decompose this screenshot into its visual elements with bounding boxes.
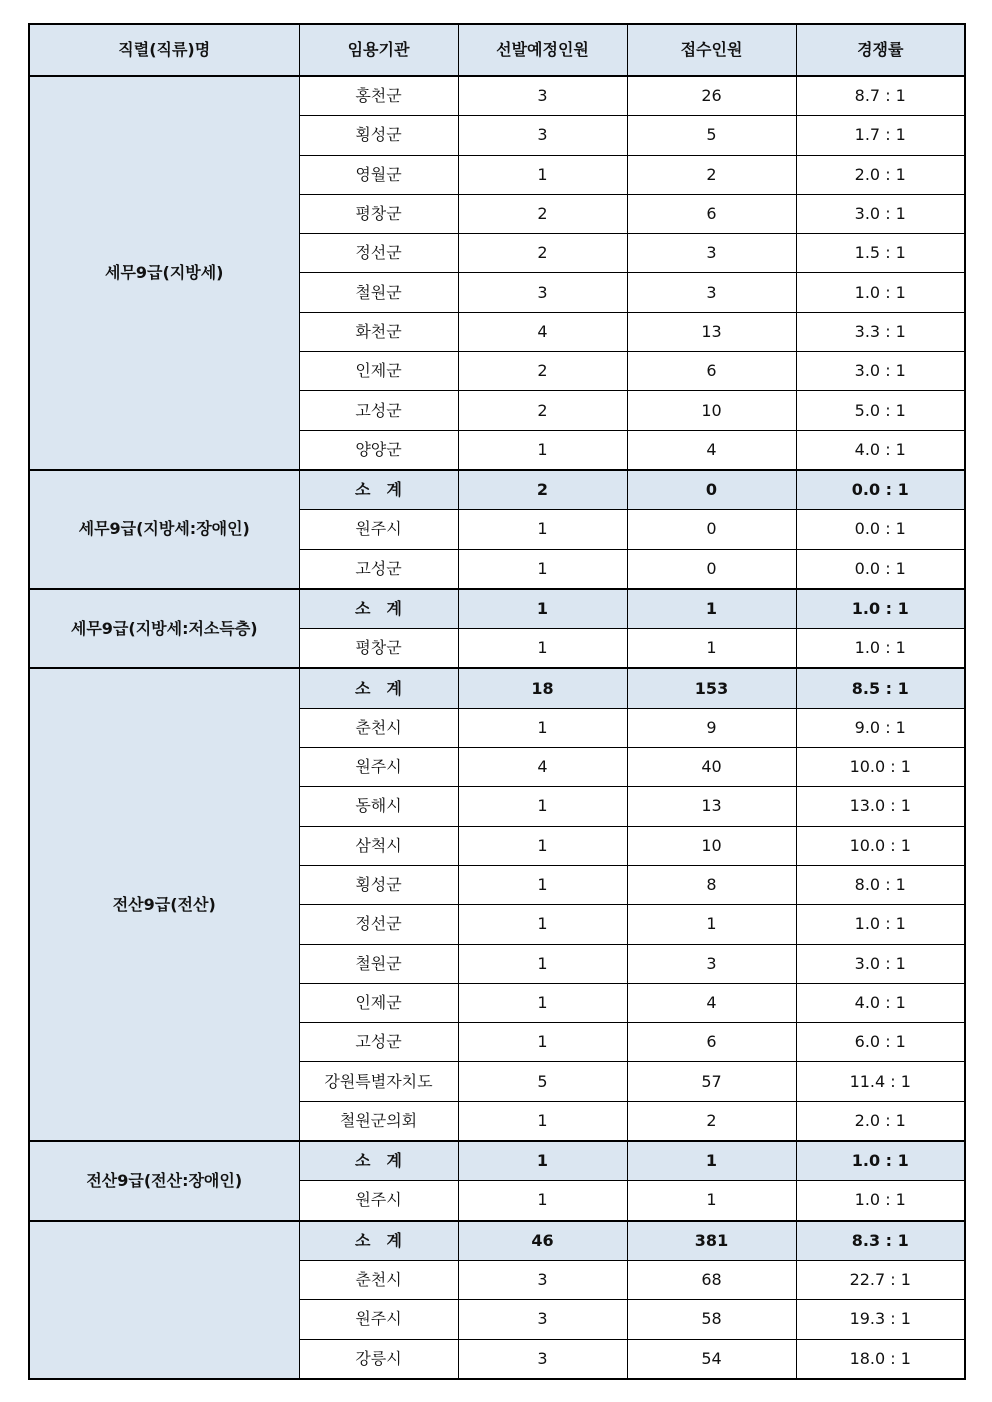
org-cell: 동해시 <box>299 787 458 826</box>
planned-cell: 1 <box>458 826 627 865</box>
ratio-cell: 1.0 : 1 <box>796 589 965 629</box>
ratio-cell: 13.0 : 1 <box>796 787 965 826</box>
org-cell: 철원군 <box>299 273 458 312</box>
org-cell: 양양군 <box>299 430 458 470</box>
planned-cell: 1 <box>458 510 627 549</box>
planned-cell: 1 <box>458 155 627 194</box>
applied-cell: 54 <box>627 1339 796 1379</box>
org-cell: 영월군 <box>299 155 458 194</box>
planned-cell: 1 <box>458 589 627 629</box>
org-cell: 강원특별자치도 <box>299 1062 458 1101</box>
applied-cell: 0 <box>627 470 796 510</box>
org-cell: 정선군 <box>299 234 458 273</box>
ratio-cell: 8.3 : 1 <box>796 1221 965 1261</box>
applied-cell: 10 <box>627 826 796 865</box>
applied-cell: 8 <box>627 865 796 904</box>
ratio-cell: 8.0 : 1 <box>796 865 965 904</box>
ratio-cell: 2.0 : 1 <box>796 155 965 194</box>
planned-cell: 3 <box>458 1300 627 1339</box>
org-cell: 횡성군 <box>299 865 458 904</box>
subtotal-row <box>29 668 965 708</box>
ratio-cell: 0.0 : 1 <box>796 470 965 510</box>
planned-cell: 1 <box>458 1181 627 1221</box>
applied-cell: 3 <box>627 273 796 312</box>
planned-cell: 3 <box>458 1339 627 1379</box>
org-cell: 소 계 <box>299 668 458 708</box>
series-name-cell <box>29 1221 299 1379</box>
org-cell: 소 계 <box>299 470 458 510</box>
planned-cell: 2 <box>458 352 627 391</box>
ratio-cell: 6.0 : 1 <box>796 1023 965 1062</box>
planned-cell: 1 <box>458 1101 627 1141</box>
org-cell: 소 계 <box>299 1141 458 1181</box>
org-cell: 원주시 <box>299 1300 458 1339</box>
applied-cell: 58 <box>627 1300 796 1339</box>
org-cell: 평창군 <box>299 629 458 669</box>
org-cell: 평창군 <box>299 194 458 233</box>
ratio-cell: 19.3 : 1 <box>796 1300 965 1339</box>
header-series: 직렬(직류)명 <box>29 24 299 76</box>
applied-cell: 2 <box>627 155 796 194</box>
ratio-cell: 1.0 : 1 <box>796 1181 965 1221</box>
ratio-cell: 3.0 : 1 <box>796 352 965 391</box>
subtotal-row <box>29 1141 965 1181</box>
planned-cell: 4 <box>458 748 627 787</box>
org-cell: 원주시 <box>299 510 458 549</box>
org-cell: 원주시 <box>299 748 458 787</box>
ratio-cell: 10.0 : 1 <box>796 826 965 865</box>
table-row <box>29 76 965 116</box>
applied-cell: 3 <box>627 944 796 983</box>
ratio-cell: 3.3 : 1 <box>796 312 965 351</box>
applied-cell: 9 <box>627 708 796 747</box>
org-cell: 고성군 <box>299 549 458 589</box>
planned-cell: 1 <box>458 1141 627 1181</box>
org-cell: 화천군 <box>299 312 458 351</box>
org-cell: 인제군 <box>299 352 458 391</box>
applied-cell: 4 <box>627 430 796 470</box>
org-cell: 원주시 <box>299 1181 458 1221</box>
applied-cell: 5 <box>627 116 796 155</box>
org-cell: 삼척시 <box>299 826 458 865</box>
org-cell: 철원군의회 <box>299 1101 458 1141</box>
planned-cell: 46 <box>458 1221 627 1261</box>
planned-cell: 1 <box>458 549 627 589</box>
ratio-cell: 1.0 : 1 <box>796 905 965 944</box>
applied-cell: 1 <box>627 589 796 629</box>
planned-cell: 1 <box>458 905 627 944</box>
org-cell: 고성군 <box>299 1023 458 1062</box>
ratio-cell: 8.7 : 1 <box>796 76 965 116</box>
ratio-cell: 3.0 : 1 <box>796 194 965 233</box>
ratio-cell: 22.7 : 1 <box>796 1260 965 1299</box>
planned-cell: 2 <box>458 470 627 510</box>
planned-cell: 5 <box>458 1062 627 1101</box>
ratio-cell: 8.5 : 1 <box>796 668 965 708</box>
ratio-cell: 5.0 : 1 <box>796 391 965 430</box>
ratio-cell: 2.0 : 1 <box>796 1101 965 1141</box>
table-header <box>29 24 965 76</box>
applied-cell: 2 <box>627 1101 796 1141</box>
org-cell: 소 계 <box>299 589 458 629</box>
ratio-cell: 0.0 : 1 <box>796 549 965 589</box>
planned-cell: 3 <box>458 1260 627 1299</box>
subtotal-row <box>29 589 965 629</box>
recruitment-table <box>28 23 966 1380</box>
planned-cell: 1 <box>458 983 627 1022</box>
header-ratio: 경쟁률 <box>796 24 965 76</box>
ratio-cell: 10.0 : 1 <box>796 748 965 787</box>
ratio-cell: 1.5 : 1 <box>796 234 965 273</box>
ratio-cell: 1.0 : 1 <box>796 273 965 312</box>
org-cell: 소 계 <box>299 1221 458 1261</box>
planned-cell: 1 <box>458 865 627 904</box>
planned-cell: 1 <box>458 629 627 669</box>
org-cell: 홍천군 <box>299 76 458 116</box>
subtotal-row <box>29 470 965 510</box>
applied-cell: 40 <box>627 748 796 787</box>
ratio-cell: 4.0 : 1 <box>796 430 965 470</box>
org-cell: 철원군 <box>299 944 458 983</box>
org-cell: 고성군 <box>299 391 458 430</box>
ratio-cell: 11.4 : 1 <box>796 1062 965 1101</box>
table-body <box>29 76 965 1379</box>
applied-cell: 1 <box>627 905 796 944</box>
subtotal-row <box>29 1221 965 1261</box>
planned-cell: 1 <box>458 1023 627 1062</box>
planned-cell: 1 <box>458 430 627 470</box>
series-name-cell: 전산9급(전산) <box>29 668 299 1141</box>
series-name-cell: 세무9급(지방세:장애인) <box>29 470 299 589</box>
header-row <box>29 24 965 76</box>
planned-cell: 2 <box>458 391 627 430</box>
planned-cell: 3 <box>458 273 627 312</box>
ratio-cell: 1.0 : 1 <box>796 629 965 669</box>
ratio-cell: 1.0 : 1 <box>796 1141 965 1181</box>
applied-cell: 381 <box>627 1221 796 1261</box>
applied-cell: 26 <box>627 76 796 116</box>
applied-cell: 13 <box>627 312 796 351</box>
applied-cell: 68 <box>627 1260 796 1299</box>
applied-cell: 10 <box>627 391 796 430</box>
org-cell: 인제군 <box>299 983 458 1022</box>
planned-cell: 3 <box>458 76 627 116</box>
ratio-cell: 4.0 : 1 <box>796 983 965 1022</box>
ratio-cell: 18.0 : 1 <box>796 1339 965 1379</box>
header-org: 임용기관 <box>299 24 458 76</box>
planned-cell: 1 <box>458 708 627 747</box>
applied-cell: 1 <box>627 629 796 669</box>
ratio-cell: 1.7 : 1 <box>796 116 965 155</box>
org-cell: 춘천시 <box>299 1260 458 1299</box>
org-cell: 강릉시 <box>299 1339 458 1379</box>
applied-cell: 153 <box>627 668 796 708</box>
applied-cell: 1 <box>627 1181 796 1221</box>
applied-cell: 6 <box>627 194 796 233</box>
planned-cell: 2 <box>458 194 627 233</box>
planned-cell: 3 <box>458 116 627 155</box>
planned-cell: 4 <box>458 312 627 351</box>
planned-cell: 1 <box>458 944 627 983</box>
applied-cell: 4 <box>627 983 796 1022</box>
header-applied: 접수인원 <box>627 24 796 76</box>
series-name-cell: 세무9급(지방세) <box>29 76 299 470</box>
planned-cell: 18 <box>458 668 627 708</box>
series-name-cell: 세무9급(지방세:저소득층) <box>29 589 299 669</box>
applied-cell: 13 <box>627 787 796 826</box>
applied-cell: 6 <box>627 352 796 391</box>
applied-cell: 0 <box>627 549 796 589</box>
planned-cell: 1 <box>458 787 627 826</box>
applied-cell: 57 <box>627 1062 796 1101</box>
header-planned: 선발예정인원 <box>458 24 627 76</box>
ratio-cell: 9.0 : 1 <box>796 708 965 747</box>
ratio-cell: 0.0 : 1 <box>796 510 965 549</box>
applied-cell: 1 <box>627 1141 796 1181</box>
applied-cell: 3 <box>627 234 796 273</box>
applied-cell: 6 <box>627 1023 796 1062</box>
applied-cell: 0 <box>627 510 796 549</box>
org-cell: 춘천시 <box>299 708 458 747</box>
org-cell: 정선군 <box>299 905 458 944</box>
org-cell: 횡성군 <box>299 116 458 155</box>
ratio-cell: 3.0 : 1 <box>796 944 965 983</box>
series-name-cell: 전산9급(전산:장애인) <box>29 1141 299 1221</box>
planned-cell: 2 <box>458 234 627 273</box>
